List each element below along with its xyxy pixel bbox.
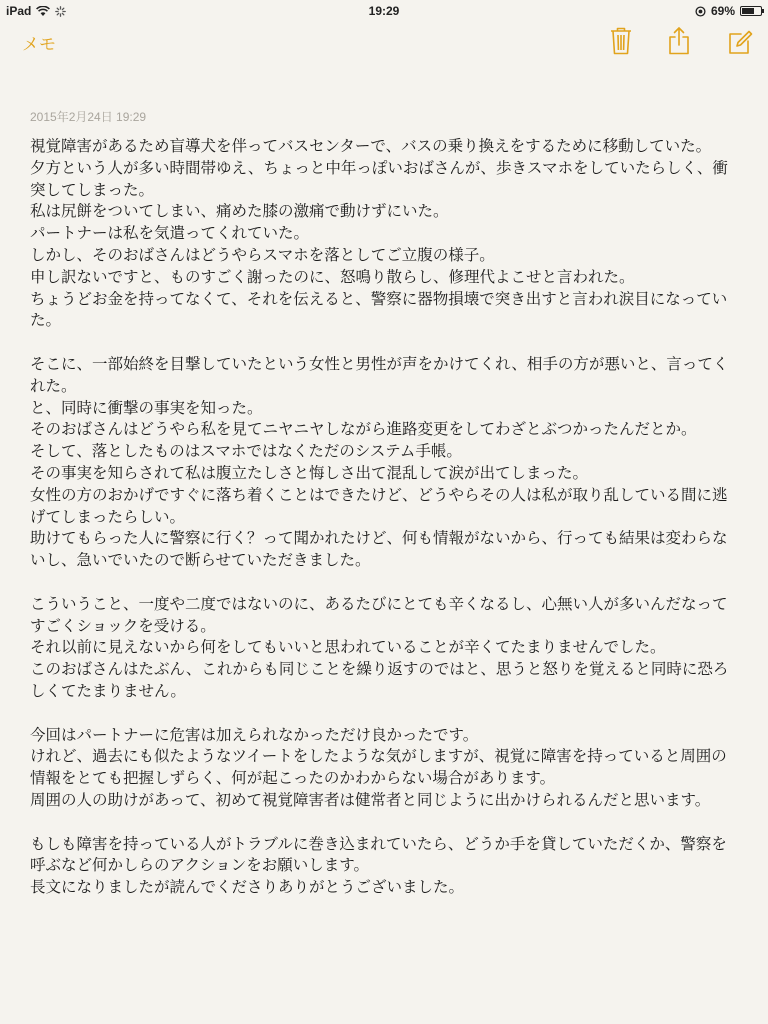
compose-button[interactable] (726, 26, 754, 56)
share-icon (666, 26, 692, 56)
status-bar (0, 0, 768, 22)
battery-icon (740, 6, 762, 16)
battery-level (742, 8, 754, 14)
trash-button[interactable] (608, 26, 636, 56)
note-date: 2015年2月24日 19:29 (30, 110, 147, 124)
status-right (695, 4, 762, 18)
trash-icon (608, 26, 634, 56)
back-button-memo[interactable]: メモ (22, 35, 56, 55)
battery-percent: 69% (710, 4, 735, 18)
compose-icon (726, 26, 754, 56)
note-body-text[interactable]: 視覚障害があるため盲導犬を伴ってバスセンターで、バスの乗り換えをするために移動していた。 夕方という人が多い時間帯ゆえ、ちょっと中年っぽいおばさんが、歩きスマホをしていたらしく、衝突してしまった。 私は尻餅をついてしまい、痛めた膝の激痛で動けずにいた。 パートナーは私を気遣ってくれていた。 しかし、そのおばさんはどうやらスマホを落としてご立腹の様子。 申し訳ないですと、ものすごく謝ったのに、怒鳴り散らし、修理代よこせと言われた。 ちょうどお金を持ってなくて、それを伝えると、警察に器物損壊で突き出すと言われ涙目になっていた。 そこに、一部始終を目撃していたという女性と男性が声をかけてくれ、相手の方が悪いと、言ってくれた。 と、同時に衝撃の事実を知った。 そのおばさんはどうやら私を見てニヤニヤしながら進路変更をしてわざとぶつかったんだとか。 そして、落としたものはスマホではなくただのシステム手帳。 その事実を知らされて私は腹立たしさと悔しさ出て混乱して涙が出てしまった。 女性の方のおかげですぐに落ち着くことはできたけど、どうやらその人は私が取り乱している間に逃げてしまったらしい。 助けてもらった人に警察に行く？って聞かれたけど、何も情報がないから、行っても結果は変わらないし、急いでいたので断らせていただきました。 こういうこと、一度や二度ではないのに、あるたびにとても辛くなるし、心無い人が多いんだなってすごくショックを受ける。 それ以前に見えないから何をしてもいいと思われていることが辛くてたまりませんでした。 このおばさんはたぶん、これからも同じことを繰り返すのではと、思うと怒りを覚えると同時に恐ろしくてたまりません。 今回はパートナーに危害は加えられなかっただけ良かったです。 けれど、過去にも似たようなツイートをしたような気がしますが、視覚に障害を持っていると周囲の情報をとても把握しずらく、何が起こったのかわからない場合があります。 周囲の人の助けがあって、初めて視覚障害者は健常者と同じように出かけられるんだと思います。 もしも障害を持っている人がトラブルに巻き込まれていたら、どうか手を貸していただくか、警察を呼ぶなど何かしらのアクションをお願いします。 長文になりましたが読んでくださりありがとうございました。 (30, 137, 729, 897)
nav-bar (0, 22, 768, 66)
status-time: 19:29 (368, 4, 400, 18)
share-button[interactable] (666, 26, 694, 56)
orientation-lock-icon (695, 6, 706, 17)
device-name: iPad (6, 4, 32, 18)
